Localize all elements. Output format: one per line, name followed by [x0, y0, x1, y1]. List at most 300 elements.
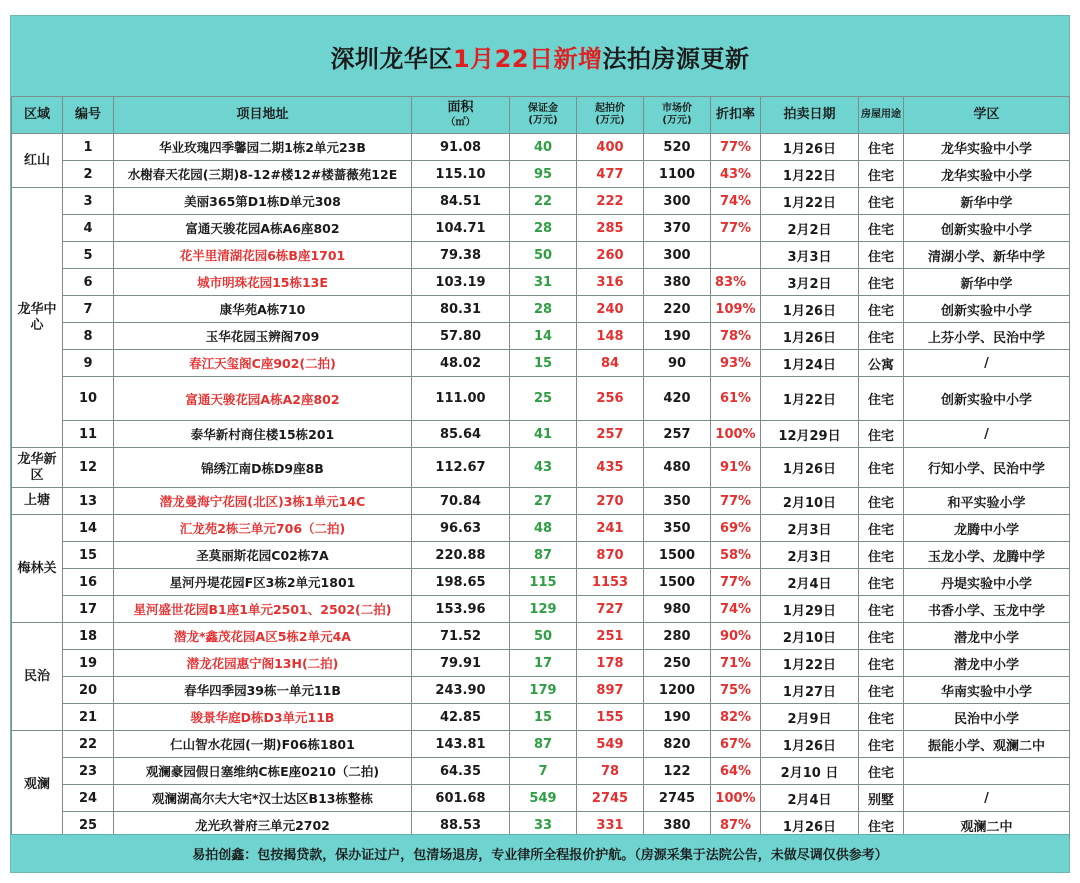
- table-row: [12, 269, 1070, 296]
- start-price-cell: 477: [577, 161, 644, 188]
- header-size-l1: 面积: [447, 99, 474, 115]
- address-cell: 星河盛世花园B1座1单元2501、2502(二拍): [114, 596, 412, 623]
- no-cell: 14: [63, 515, 114, 542]
- date-cell: 1月26日: [761, 296, 859, 323]
- school-cell: [904, 758, 1070, 785]
- deposit-cell: 179: [510, 677, 577, 704]
- date-cell: 1月22日: [761, 377, 859, 421]
- school-cell: 创新实验中小学: [904, 215, 1070, 242]
- start-price-cell: 549: [577, 731, 644, 758]
- table-row: [12, 542, 1070, 569]
- date-cell: 1月26日: [761, 134, 859, 161]
- market-price-cell: 257: [644, 421, 711, 448]
- footer-note: 易拍创鑫：包按揭贷款，保办证过户，包清场退房，专业律所全程报价护航。（房源采集于法院公告，未做尽调仅供参考）: [11, 834, 1069, 872]
- school-cell: 行知小学、民治中学: [904, 448, 1070, 488]
- address-cell: 泰华新村商住楼15栋201: [114, 421, 412, 448]
- address-cell: 汇龙苑2栋三单元706（二拍): [114, 515, 412, 542]
- discount-cell: 77%: [711, 488, 761, 515]
- table-row: [12, 650, 1070, 677]
- header-size: [412, 97, 510, 134]
- area-cell: 龙华新区: [12, 448, 63, 488]
- date-cell: 3月3日: [761, 242, 859, 269]
- start-price-cell: 178: [577, 650, 644, 677]
- header-market-l1: 市场价: [662, 103, 692, 114]
- no-cell: 4: [63, 215, 114, 242]
- start-price-cell: 2745: [577, 785, 644, 812]
- header-market-price: [644, 97, 711, 134]
- size-cell: 79.91: [412, 650, 510, 677]
- use-cell: 住宅: [859, 421, 904, 448]
- discount-cell: 83%: [711, 269, 761, 296]
- discount-cell: 100%: [711, 421, 761, 448]
- deposit-cell: 48: [510, 515, 577, 542]
- no-cell: 11: [63, 421, 114, 448]
- use-cell: 住宅: [859, 650, 904, 677]
- address-cell: 城市明珠花园15栋13E: [114, 269, 412, 296]
- market-price-cell: 122: [644, 758, 711, 785]
- discount-cell: 77%: [711, 569, 761, 596]
- title-suffix: 法拍房源更新: [602, 44, 750, 73]
- date-cell: 1月27日: [761, 677, 859, 704]
- use-cell: 住宅: [859, 188, 904, 215]
- school-cell: 清湖小学、新华中学: [904, 242, 1070, 269]
- address-cell: 富通天骏花园A栋A2座802: [114, 377, 412, 421]
- header-size-l2: （㎡）: [445, 116, 476, 128]
- address-cell: 圣莫丽斯花园C02栋7A: [114, 542, 412, 569]
- start-price-cell: 256: [577, 377, 644, 421]
- school-cell: 书香小学、玉龙中学: [904, 596, 1070, 623]
- discount-cell: 74%: [711, 188, 761, 215]
- market-price-cell: 820: [644, 731, 711, 758]
- start-price-cell: 270: [577, 488, 644, 515]
- no-cell: 21: [63, 704, 114, 731]
- use-cell: 住宅: [859, 758, 904, 785]
- size-cell: 112.67: [412, 448, 510, 488]
- school-cell: 龙腾中小学: [904, 515, 1070, 542]
- area-cell: 民治: [12, 623, 63, 731]
- school-cell: 创新实验中小学: [904, 377, 1070, 421]
- deposit-cell: 33: [510, 812, 577, 839]
- listing-sheet: [10, 15, 1070, 873]
- school-cell: /: [904, 785, 1070, 812]
- start-price-cell: 331: [577, 812, 644, 839]
- date-cell: 2月10日: [761, 488, 859, 515]
- size-cell: 79.38: [412, 242, 510, 269]
- address-cell: 康华苑A栋710: [114, 296, 412, 323]
- start-price-cell: 285: [577, 215, 644, 242]
- date-cell: 2月10 日: [761, 758, 859, 785]
- discount-cell: [711, 242, 761, 269]
- date-cell: 1月26日: [761, 448, 859, 488]
- no-cell: 18: [63, 623, 114, 650]
- discount-cell: 87%: [711, 812, 761, 839]
- discount-cell: 100%: [711, 785, 761, 812]
- size-cell: 115.10: [412, 161, 510, 188]
- no-cell: 7: [63, 296, 114, 323]
- use-cell: 别墅: [859, 785, 904, 812]
- size-cell: 57.80: [412, 323, 510, 350]
- deposit-cell: 43: [510, 448, 577, 488]
- table-row: [12, 242, 1070, 269]
- deposit-cell: 50: [510, 242, 577, 269]
- date-cell: 2月10日: [761, 623, 859, 650]
- discount-cell: 90%: [711, 623, 761, 650]
- table-row: [12, 323, 1070, 350]
- address-cell: 星河丹堤花园F区3栋2单元1801: [114, 569, 412, 596]
- deposit-cell: 7: [510, 758, 577, 785]
- title-bar: [11, 16, 1069, 97]
- school-cell: 玉龙小学、龙腾中学: [904, 542, 1070, 569]
- address-cell: 华业玫瑰四季馨园二期1栋2单元23B: [114, 134, 412, 161]
- date-cell: 1月26日: [761, 812, 859, 839]
- header-discount: 折扣率: [711, 97, 761, 134]
- start-price-cell: 316: [577, 269, 644, 296]
- start-price-cell: 400: [577, 134, 644, 161]
- table-row: [12, 421, 1070, 448]
- use-cell: 住宅: [859, 515, 904, 542]
- address-cell: 春华四季园39栋一单元11B: [114, 677, 412, 704]
- school-cell: 振能小学、观澜二中: [904, 731, 1070, 758]
- school-cell: 上芬小学、民治中学: [904, 323, 1070, 350]
- deposit-cell: 15: [510, 350, 577, 377]
- school-cell: 和平实验小学: [904, 488, 1070, 515]
- title-highlight: 1月22日新增: [452, 44, 603, 73]
- address-cell: 骏景华庭D栋D3单元11B: [114, 704, 412, 731]
- school-cell: 潜龙中小学: [904, 650, 1070, 677]
- use-cell: 住宅: [859, 731, 904, 758]
- size-cell: 104.71: [412, 215, 510, 242]
- date-cell: 1月26日: [761, 323, 859, 350]
- size-cell: 243.90: [412, 677, 510, 704]
- table-row: [12, 515, 1070, 542]
- no-cell: 16: [63, 569, 114, 596]
- size-cell: 111.00: [412, 377, 510, 421]
- no-cell: 12: [63, 448, 114, 488]
- table-header: [12, 97, 1070, 134]
- address-cell: 观澜豪园假日塞维纳C栋E座0210（二拍): [114, 758, 412, 785]
- deposit-cell: 40: [510, 134, 577, 161]
- market-price-cell: 420: [644, 377, 711, 421]
- table-row: [12, 623, 1070, 650]
- address-cell: 美丽365第D1栋D单元308: [114, 188, 412, 215]
- size-cell: 70.84: [412, 488, 510, 515]
- no-cell: 24: [63, 785, 114, 812]
- header-no: 编号: [63, 97, 114, 134]
- market-price-cell: 90: [644, 350, 711, 377]
- use-cell: 住宅: [859, 296, 904, 323]
- market-price-cell: 220: [644, 296, 711, 323]
- school-cell: 新华中学: [904, 269, 1070, 296]
- deposit-cell: 87: [510, 731, 577, 758]
- use-cell: 住宅: [859, 377, 904, 421]
- school-cell: 创新实验中小学: [904, 296, 1070, 323]
- use-cell: 住宅: [859, 323, 904, 350]
- listing-table: [11, 96, 1070, 839]
- size-cell: 80.31: [412, 296, 510, 323]
- deposit-cell: 31: [510, 269, 577, 296]
- header-deposit-l2: (万元): [528, 115, 558, 126]
- use-cell: 住宅: [859, 161, 904, 188]
- discount-cell: 64%: [711, 758, 761, 785]
- size-cell: 71.52: [412, 623, 510, 650]
- school-cell: 民治中小学: [904, 704, 1070, 731]
- start-price-cell: 260: [577, 242, 644, 269]
- size-cell: 198.65: [412, 569, 510, 596]
- size-cell: 96.63: [412, 515, 510, 542]
- school-cell: /: [904, 350, 1070, 377]
- date-cell: 2月4日: [761, 569, 859, 596]
- no-cell: 20: [63, 677, 114, 704]
- market-price-cell: 480: [644, 448, 711, 488]
- market-price-cell: 300: [644, 242, 711, 269]
- table-row: [12, 448, 1070, 488]
- deposit-cell: 28: [510, 215, 577, 242]
- no-cell: 10: [63, 377, 114, 421]
- market-price-cell: 2745: [644, 785, 711, 812]
- date-cell: 1月29日: [761, 596, 859, 623]
- header-use: 房屋用途: [859, 97, 904, 134]
- header-deposit: [510, 97, 577, 134]
- start-price-cell: 257: [577, 421, 644, 448]
- size-cell: 91.08: [412, 134, 510, 161]
- table-row: [12, 758, 1070, 785]
- deposit-cell: 28: [510, 296, 577, 323]
- table-row: [12, 188, 1070, 215]
- discount-cell: 61%: [711, 377, 761, 421]
- table-row: [12, 377, 1070, 421]
- table-row: [12, 488, 1070, 515]
- use-cell: 住宅: [859, 215, 904, 242]
- use-cell: 住宅: [859, 677, 904, 704]
- no-cell: 22: [63, 731, 114, 758]
- use-cell: 住宅: [859, 488, 904, 515]
- discount-cell: 74%: [711, 596, 761, 623]
- market-price-cell: 980: [644, 596, 711, 623]
- size-cell: 64.35: [412, 758, 510, 785]
- school-cell: 龙华实验中小学: [904, 134, 1070, 161]
- use-cell: 住宅: [859, 542, 904, 569]
- market-price-cell: 250: [644, 650, 711, 677]
- start-price-cell: 240: [577, 296, 644, 323]
- deposit-cell: 25: [510, 377, 577, 421]
- discount-cell: 91%: [711, 448, 761, 488]
- date-cell: 1月24日: [761, 350, 859, 377]
- date-cell: 12月29日: [761, 421, 859, 448]
- market-price-cell: 1200: [644, 677, 711, 704]
- school-cell: 新华中学: [904, 188, 1070, 215]
- size-cell: 48.02: [412, 350, 510, 377]
- date-cell: 2月4日: [761, 785, 859, 812]
- discount-cell: 75%: [711, 677, 761, 704]
- address-cell: 仁山智水花园(一期)F06栋1801: [114, 731, 412, 758]
- table-row: [12, 296, 1070, 323]
- deposit-cell: 15: [510, 704, 577, 731]
- use-cell: 公寓: [859, 350, 904, 377]
- no-cell: 23: [63, 758, 114, 785]
- no-cell: 17: [63, 596, 114, 623]
- no-cell: 3: [63, 188, 114, 215]
- date-cell: 2月9日: [761, 704, 859, 731]
- start-price-cell: 78: [577, 758, 644, 785]
- no-cell: 25: [63, 812, 114, 839]
- address-cell: 龙光玖誉府三单元2702: [114, 812, 412, 839]
- start-price-cell: 251: [577, 623, 644, 650]
- discount-cell: 43%: [711, 161, 761, 188]
- school-cell: 华南实验中小学: [904, 677, 1070, 704]
- date-cell: 1月22日: [761, 650, 859, 677]
- market-price-cell: 190: [644, 704, 711, 731]
- deposit-cell: 14: [510, 323, 577, 350]
- address-cell: 锦绣江南D栋D9座8B: [114, 448, 412, 488]
- size-cell: 601.68: [412, 785, 510, 812]
- use-cell: 住宅: [859, 596, 904, 623]
- market-price-cell: 520: [644, 134, 711, 161]
- start-price-cell: 1153: [577, 569, 644, 596]
- market-price-cell: 300: [644, 188, 711, 215]
- start-price-cell: 241: [577, 515, 644, 542]
- discount-cell: 71%: [711, 650, 761, 677]
- header-deposit-l1: 保证金: [528, 103, 558, 114]
- deposit-cell: 95: [510, 161, 577, 188]
- size-cell: 220.88: [412, 542, 510, 569]
- market-price-cell: 1500: [644, 569, 711, 596]
- use-cell: 住宅: [859, 623, 904, 650]
- table-row: [12, 677, 1070, 704]
- area-cell: 上塘: [12, 488, 63, 515]
- school-cell: 潜龙中小学: [904, 623, 1070, 650]
- deposit-cell: 115: [510, 569, 577, 596]
- size-cell: 153.96: [412, 596, 510, 623]
- discount-cell: 93%: [711, 350, 761, 377]
- size-cell: 103.19: [412, 269, 510, 296]
- deposit-cell: 27: [510, 488, 577, 515]
- header-start-l2: (万元): [595, 115, 625, 126]
- table-row: [12, 596, 1070, 623]
- date-cell: 1月22日: [761, 161, 859, 188]
- market-price-cell: 370: [644, 215, 711, 242]
- school-cell: 观澜二中: [904, 812, 1070, 839]
- area-cell: 观澜: [12, 731, 63, 839]
- table-row: [12, 161, 1070, 188]
- header-address: 项目地址: [114, 97, 412, 134]
- market-price-cell: 380: [644, 269, 711, 296]
- market-price-cell: 350: [644, 515, 711, 542]
- discount-cell: 77%: [711, 134, 761, 161]
- table-row: [12, 731, 1070, 758]
- area-cell: 红山: [12, 134, 63, 188]
- table-row: [12, 215, 1070, 242]
- title-prefix: 深圳龙华区: [330, 44, 453, 73]
- start-price-cell: 222: [577, 188, 644, 215]
- discount-cell: 58%: [711, 542, 761, 569]
- start-price-cell: 870: [577, 542, 644, 569]
- no-cell: 1: [63, 134, 114, 161]
- use-cell: 住宅: [859, 569, 904, 596]
- deposit-cell: 549: [510, 785, 577, 812]
- address-cell: 水榭春天花园(三期)8-12#楼12#楼蔷薇苑12E: [114, 161, 412, 188]
- use-cell: 住宅: [859, 242, 904, 269]
- use-cell: 住宅: [859, 448, 904, 488]
- address-cell: 富通天骏花园A栋A6座802: [114, 215, 412, 242]
- start-price-cell: 155: [577, 704, 644, 731]
- size-cell: 42.85: [412, 704, 510, 731]
- no-cell: 13: [63, 488, 114, 515]
- date-cell: 2月3日: [761, 515, 859, 542]
- date-cell: 3月2日: [761, 269, 859, 296]
- address-cell: 潜龙花园惠宁阁13H(二拍): [114, 650, 412, 677]
- area-cell: 龙华中心: [12, 188, 63, 448]
- date-cell: 1月22日: [761, 188, 859, 215]
- school-cell: /: [904, 421, 1070, 448]
- table-row: [12, 134, 1070, 161]
- header-school: 学区: [904, 97, 1070, 134]
- start-price-cell: 148: [577, 323, 644, 350]
- size-cell: 143.81: [412, 731, 510, 758]
- discount-cell: 78%: [711, 323, 761, 350]
- start-price-cell: 84: [577, 350, 644, 377]
- start-price-cell: 435: [577, 448, 644, 488]
- discount-cell: 109%: [711, 296, 761, 323]
- no-cell: 6: [63, 269, 114, 296]
- size-cell: 88.53: [412, 812, 510, 839]
- no-cell: 19: [63, 650, 114, 677]
- no-cell: 15: [63, 542, 114, 569]
- use-cell: 住宅: [859, 704, 904, 731]
- market-price-cell: 1100: [644, 161, 711, 188]
- table-row: [12, 569, 1070, 596]
- deposit-cell: 17: [510, 650, 577, 677]
- date-cell: 2月3日: [761, 542, 859, 569]
- deposit-cell: 22: [510, 188, 577, 215]
- table-row: [12, 785, 1070, 812]
- address-cell: 花半里清湖花园6栋B座1701: [114, 242, 412, 269]
- header-market-l2: (万元): [662, 115, 692, 126]
- address-cell: 潜龙曼海宁花园(北区)3栋1单元14C: [114, 488, 412, 515]
- table-body: [12, 134, 1070, 839]
- date-cell: 2月2日: [761, 215, 859, 242]
- no-cell: 5: [63, 242, 114, 269]
- market-price-cell: 190: [644, 323, 711, 350]
- school-cell: 龙华实验中小学: [904, 161, 1070, 188]
- page-title: [330, 39, 749, 74]
- area-cell: 梅林关: [12, 515, 63, 623]
- header-start-price: [577, 97, 644, 134]
- date-cell: 1月26日: [761, 731, 859, 758]
- discount-cell: 69%: [711, 515, 761, 542]
- market-price-cell: 380: [644, 812, 711, 839]
- start-price-cell: 897: [577, 677, 644, 704]
- header-start-l1: 起拍价: [595, 103, 625, 114]
- table-row: [12, 350, 1070, 377]
- discount-cell: 82%: [711, 704, 761, 731]
- table-row: [12, 704, 1070, 731]
- use-cell: 住宅: [859, 812, 904, 839]
- size-cell: 84.51: [412, 188, 510, 215]
- discount-cell: 67%: [711, 731, 761, 758]
- no-cell: 2: [63, 161, 114, 188]
- deposit-cell: 41: [510, 421, 577, 448]
- school-cell: 丹堤实验中小学: [904, 569, 1070, 596]
- market-price-cell: 350: [644, 488, 711, 515]
- size-cell: 85.64: [412, 421, 510, 448]
- use-cell: 住宅: [859, 134, 904, 161]
- header-area: 区域: [12, 97, 63, 134]
- address-cell: 观澜湖高尔夫大宅*汉士达区B13栋整栋: [114, 785, 412, 812]
- no-cell: 8: [63, 323, 114, 350]
- market-price-cell: 280: [644, 623, 711, 650]
- header-date: 拍卖日期: [761, 97, 859, 134]
- start-price-cell: 727: [577, 596, 644, 623]
